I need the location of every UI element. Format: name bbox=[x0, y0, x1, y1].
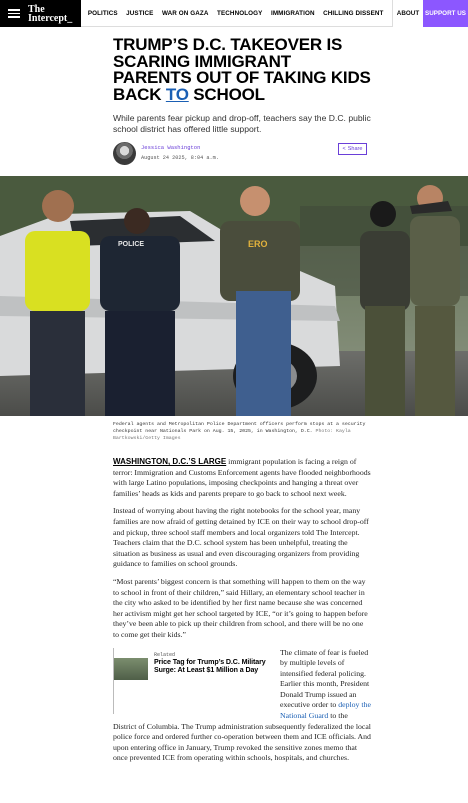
share-icon: < bbox=[342, 146, 346, 152]
site-logo[interactable]: The Intercept_ bbox=[28, 3, 73, 24]
national-guard-link[interactable]: deploy the National Guard bbox=[280, 700, 371, 721]
article-body bbox=[113, 457, 371, 771]
nav-item-war-on-gaza[interactable]: WAR ON GAZA bbox=[161, 9, 209, 17]
top-navigation-bar bbox=[0, 0, 468, 27]
ero-vest-label: ERO bbox=[248, 239, 268, 249]
author-avatar[interactable] bbox=[113, 142, 136, 165]
support-us-button[interactable]: SUPPORT US bbox=[423, 0, 468, 27]
paragraph-4: The climate of fear is fueled by multiple levels of intensified federal policing. Earlier this month, President Donald Trump issued an executive order to deploy the National Guard to the District of Columbia. The Trump administration subsequently federalized the local police force and ordered further co-operation between them and ICE officials. And upon entering office in January, Trump revoked the sensitive zones memo that once prevented ICE from operating within schools, hospitals, and churches. bbox=[113, 647, 371, 763]
lead-photo bbox=[0, 176, 468, 416]
paragraph-3: “Most parents’ biggest concern is that something will happen to them on the way to school in front of their children,” said Hillary, an elementary school teacher in the city who asked to be identified by her first name because she was concerned her activism might get her school targeted by ICE, “or it’s going to happen before they’ve been able to pick up their children from school, and there will be no one to come get their kids.” bbox=[113, 576, 368, 639]
photo-credit: Photo: Kayla Bartkowski/Getty Images bbox=[113, 429, 351, 441]
nav-item-technology[interactable]: TECHNOLOGY bbox=[217, 9, 263, 17]
lead-photo-illustration bbox=[0, 176, 468, 416]
related-article-card[interactable] bbox=[113, 648, 274, 714]
photo-caption: Federal agents and Metropolitan Police Department officers perform stops at a security checkpoint near Nationals Park on Aug. 15, 2025, in Washington, D.C. Photo: Kayla Bartkowski/Getty Images bbox=[113, 422, 366, 441]
article-headline: TRUMP’S D.C. TAKEOVER IS SCARING IMMIGRANT PARENTS OUT OF TAKING KIDS BACK TO SCHOOL bbox=[113, 35, 371, 104]
lead-in: WASHINGTON, D.C.’S LARGE bbox=[113, 457, 227, 466]
paragraph-1: WASHINGTON, D.C.’S LARGE immigrant population is facing a reign of terror: Immigration and Customs Enforcement agents have flooded neighborhoods with large Latino populations, imposing checkpoints and hanging a threat over families’ heads as kids and parents prepare to go back to school next week. bbox=[113, 457, 371, 498]
brand-block bbox=[0, 0, 81, 27]
share-button[interactable]: < Share bbox=[338, 143, 367, 155]
related-thumbnail[interactable] bbox=[114, 658, 148, 680]
related-article-title[interactable]: Price Tag for Trump’s D.C. Military Surge: At Least $1 Million a Day bbox=[154, 657, 266, 674]
nav-item-justice[interactable]: JUSTICE bbox=[126, 9, 154, 17]
article-dek: While parents fear pickup and drop-off, teachers say the D.C. public school district has offered little support. bbox=[113, 113, 371, 134]
publish-date: August 24 2025, 8:04 a.m. bbox=[141, 155, 219, 161]
nav-item-immigration[interactable]: IMMIGRATION bbox=[270, 9, 315, 17]
section-nav bbox=[81, 0, 392, 27]
author-name[interactable]: Jessica Washington bbox=[141, 144, 201, 151]
nav-item-politics[interactable]: POLITICS bbox=[87, 9, 118, 17]
about-link[interactable]: ABOUT bbox=[392, 0, 423, 27]
paragraph-2: Instead of worrying about having the right notebooks for the school year, many families are now afraid of getting detained by ICE on their way to school drop-off and pickup, three school staff members and local organizers told The Intercept. Teachers claim that the D.C. school system has been unhelpful, treating the situation as business as usual and even discouraging organizers from providing guidance to families on school grounds. bbox=[113, 506, 369, 569]
hamburger-menu-icon[interactable] bbox=[8, 9, 20, 18]
byline bbox=[113, 141, 367, 167]
police-vest-label: POLICE bbox=[118, 241, 145, 248]
related-label: Related bbox=[154, 651, 176, 658]
headline-link[interactable]: TO bbox=[165, 84, 189, 104]
nav-item-chilling-dissent[interactable]: CHILLING DISSENT bbox=[323, 9, 384, 17]
